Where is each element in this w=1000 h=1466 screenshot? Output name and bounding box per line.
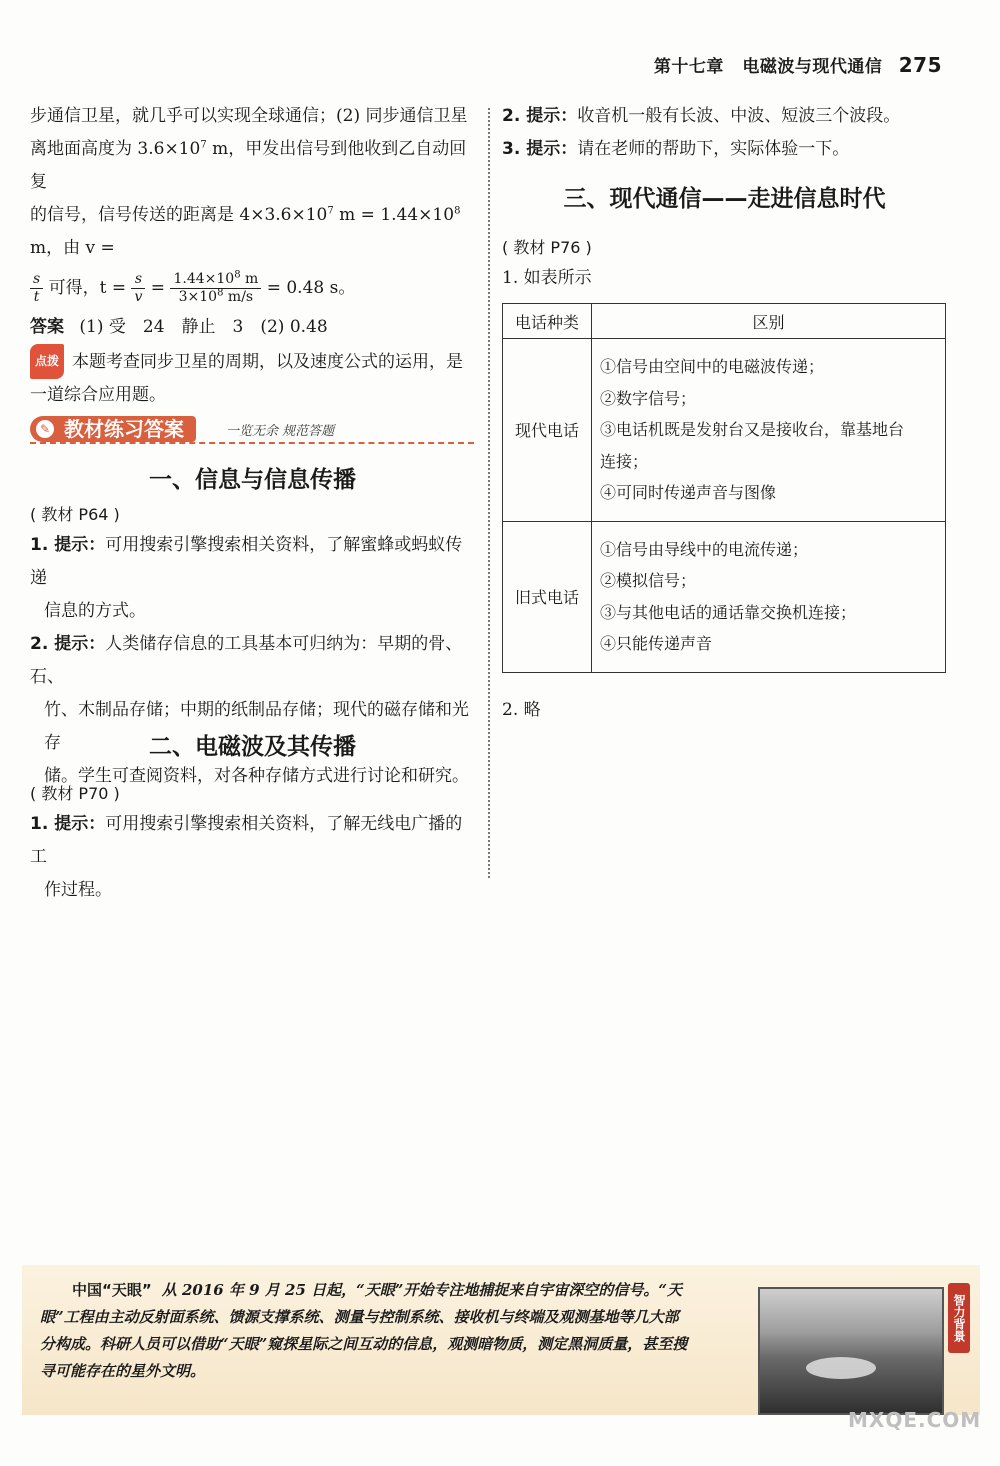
table-header: 区别 <box>592 304 946 339</box>
book-icon: ✎ <box>36 420 54 438</box>
textbook-ref: ( 教材 P76 ) <box>502 238 592 257</box>
list-item-cont: 竹、木制品存储；中期的纸制品存储；现代的磁存储和光存 <box>44 700 469 753</box>
list-item: 1. 如表所示 <box>502 268 592 288</box>
chapter-title: 电磁波与现代通信 <box>742 57 883 77</box>
hint-line: 一道综合应用题。 <box>30 385 166 405</box>
difference-cell: ①信号由导线中的电流传递； ②模拟信号； ③与其他电话的通话靠交换机连接； ④只能传递声音 <box>592 521 946 672</box>
section-title: 三、现代通信——走进信息时代 <box>563 186 886 212</box>
background-text: 中国“天眼” 从 2016 年 9 月 25 日起，“天眼”开始专注地捕捉来自宇宙深空的信号。“天 眼”工程由主动反射面系统、馈源支撑系统、测量与控制系统、接收机与终端及观测基地等几大部 分构成。科研人员可以借助“天眼”窥探星际之间互动的信息，观测暗物质，测定黑洞质量，甚至搜 寻可能存在的星外文明。 <box>40 1281 688 1380</box>
fraction-values: $\frac{1.44\times 10^8 m}{3\times 10^8 m/s}$ <box>170 271 261 306</box>
answer-label: 答案 <box>30 317 64 337</box>
list-item-cont: 作过程。 <box>44 880 112 900</box>
page-header <box>654 52 942 77</box>
textbook-answers-banner <box>30 416 474 444</box>
section2-more-items <box>502 100 947 166</box>
list-item: 2. 提示：人类储存信息的工具基本可归纳为：早期的骨、石、 <box>30 634 463 687</box>
table-row <box>503 521 946 672</box>
table-header: 电话种类 <box>503 304 592 339</box>
formula-line: $\frac{s}{t}$ 可得，t = $\frac{s}{v}$ = $\frac{1.44\times 10^8 m}{3\times 10^8 m/s}$ = 0.48 s。 <box>30 265 475 311</box>
list-item-cont: 储。学生可查阅资料，对各种存储方式进行讨论和研究。 <box>44 766 469 786</box>
solution-line: 离地面高度为 $3.6\times 10^7$ m，甲发出信号到他收到乙自动回复 <box>30 139 467 192</box>
hint-label: 点拨 <box>30 344 64 379</box>
list-item: 2. 略 <box>502 700 541 720</box>
fraction-s-over-v: $\frac{s}{v}$ <box>131 271 145 306</box>
table-row <box>503 339 946 522</box>
hint-block: 点拨 本题考查同步卫星的周期，以及速度公式的运用，是 <box>30 344 475 379</box>
answer-line <box>30 311 475 344</box>
table-header-row <box>503 304 946 339</box>
banner-title: ✎ 教材练习答案 <box>30 416 196 442</box>
background-lead: 中国“天眼” <box>72 1281 152 1299</box>
solution-line: 步通信卫星，就几乎可以实现全球通信；(2) 同步通信卫星 <box>30 106 468 126</box>
section-title: 二、电磁波及其传播 <box>149 734 356 760</box>
phone-type-cell: 现代电话 <box>503 339 592 522</box>
section-title: 一、信息与信息传播 <box>149 467 356 493</box>
answer-text: (1) 受 24 静止 3 (2) 0.48 <box>79 317 328 337</box>
telescope-dish-shape <box>806 1357 876 1379</box>
textbook-ref: ( 教材 P64 ) <box>30 505 120 524</box>
textbook-ref: ( 教材 P70 ) <box>30 784 120 803</box>
page-number: 275 <box>898 53 942 77</box>
column-divider <box>488 108 490 878</box>
banner-subtitle: 一览无余 规范答题 <box>226 424 335 439</box>
list-item: 1. 提示：可用搜索引擎搜索相关资料，了解蜜蜂或蚂蚁传递 <box>30 535 463 588</box>
solution-line: 的信号，信号传送的距离是 $4\times 3.6\times 10^7$ $m = 1.44\times 10^8$ m，由 v = <box>30 205 461 258</box>
chapter-label: 第十七章 <box>653 57 724 77</box>
tianyan-telescope-image <box>758 1287 944 1415</box>
watermark: MXQE.COM <box>848 1408 982 1432</box>
background-tag: 智力背景 <box>948 1283 970 1353</box>
list-item-cont: 信息的方式。 <box>44 601 146 621</box>
list-item: 3. 提示：请在老师的帮助下，实际体验一下。 <box>502 139 850 159</box>
difference-cell: ①信号由空间中的电磁波传递； ②数字信号； ③电话机既是发射台又是接收台，靠基地台 连接； ④可同时传递声音与图像 <box>592 339 946 522</box>
background-knowledge-box <box>22 1265 980 1415</box>
fraction-s-over-t: $\frac{s}{t}$ <box>30 271 43 306</box>
section2-items <box>30 808 475 907</box>
list-item: 1. 提示：可用搜索引擎搜索相关资料，了解无线电广播的工 <box>30 814 463 867</box>
solution-continued <box>30 100 475 412</box>
phone-comparison-table <box>502 303 946 673</box>
phone-type-cell: 旧式电话 <box>503 521 592 672</box>
list-item: 2. 提示：收音机一般有长波、中波、短波三个波段。 <box>502 106 901 126</box>
